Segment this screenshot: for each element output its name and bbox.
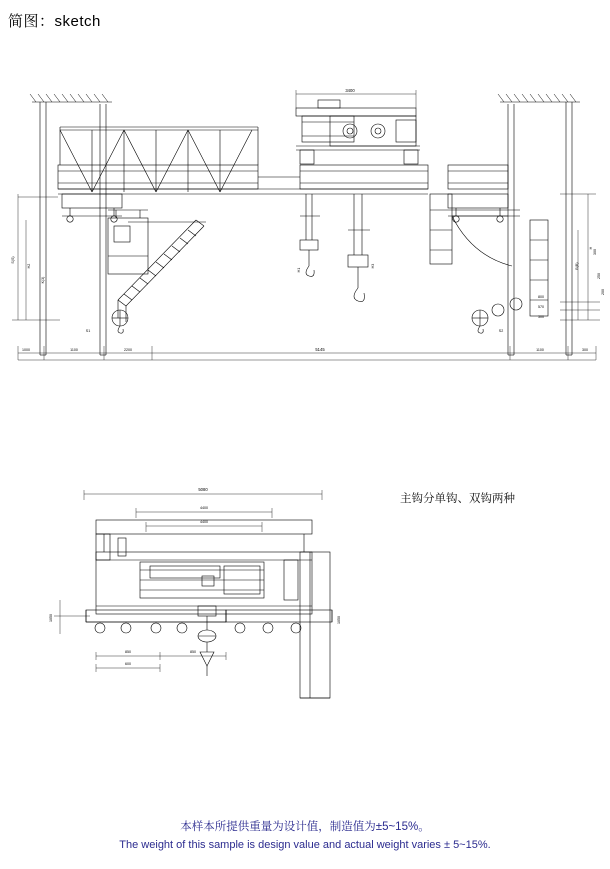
- bridge-beam: [58, 165, 428, 194]
- dim-label: 1100: [70, 348, 78, 352]
- dim-label: 570: [538, 305, 544, 309]
- dim-label: 850: [125, 650, 131, 654]
- right-wall-hatch: [498, 94, 580, 102]
- plan-trolley: [140, 560, 298, 600]
- dim-label: H2: [27, 263, 31, 269]
- dim-label: 800: [538, 295, 544, 299]
- left-wall-hatch: [30, 94, 112, 102]
- dim-label: 5080: [198, 487, 208, 492]
- footer-note-en: The weight of this sample is design value and actual weight varies ± 5~15%.: [119, 839, 491, 851]
- dim-label: 1050: [49, 614, 53, 622]
- dim-label: 300: [538, 315, 544, 319]
- operator-cabin: [108, 210, 148, 274]
- crane-elevation-svg: [0, 70, 610, 370]
- dim-label: 600: [125, 662, 131, 666]
- plan-right-end-truck: [226, 610, 332, 633]
- plan-hook: [198, 606, 216, 676]
- dim-label: S2: [498, 329, 504, 333]
- dim-label: 4400: [200, 520, 208, 524]
- bridge-frame: [96, 520, 312, 614]
- dim-label: H1: [297, 267, 301, 273]
- trolley-assembly: [296, 100, 420, 164]
- dim-label: 300: [593, 249, 597, 255]
- figure-plan: [0, 460, 610, 760]
- access-stair: [118, 220, 206, 322]
- dim-label: 2200: [124, 348, 132, 352]
- plan-right-rail: [300, 552, 330, 698]
- plan-left-structure: [96, 534, 126, 560]
- right-end-carriage: [448, 165, 508, 222]
- dim-label: S(S): [11, 256, 15, 264]
- dim-label: 3400: [345, 88, 355, 93]
- footer-note-cn: 本样本所提供重量为设计值，制造值为±5~15%。: [180, 821, 430, 833]
- hoist-and-hooks: [300, 194, 370, 302]
- dim-label: H: [589, 246, 593, 250]
- dim-label: 1100: [536, 348, 544, 352]
- dim-label: 850: [190, 650, 196, 654]
- footer-note: [0, 818, 610, 851]
- plan-dimension-labels: [49, 487, 341, 666]
- dim-label: 1000: [22, 348, 30, 352]
- dim-label: 1050: [337, 616, 341, 624]
- dim-label: 200: [601, 289, 605, 295]
- hook-type-note: 主钩分单钩、双钩两种: [400, 493, 515, 505]
- left-column: [40, 102, 106, 355]
- plan-dimension-lines: [54, 490, 322, 672]
- dim-label: B(B): [575, 262, 579, 270]
- page-title: 简图：sketch: [8, 13, 101, 30]
- plan-left-end-truck: [86, 610, 226, 633]
- figure-elevation: [0, 70, 610, 370]
- dim-label: K(3): [41, 276, 45, 284]
- crane-plan-svg: [0, 460, 610, 760]
- dim-label: H3: [371, 263, 375, 269]
- dim-label: 250: [597, 273, 601, 279]
- dim-label: 4400: [200, 506, 208, 510]
- dim-label: 5145: [315, 347, 325, 352]
- dim-label: 300: [582, 348, 588, 352]
- bottom-hook-symbols: [112, 298, 522, 333]
- main-girder: [60, 127, 258, 192]
- right-platform: [430, 194, 548, 316]
- dim-label: S1: [85, 329, 91, 333]
